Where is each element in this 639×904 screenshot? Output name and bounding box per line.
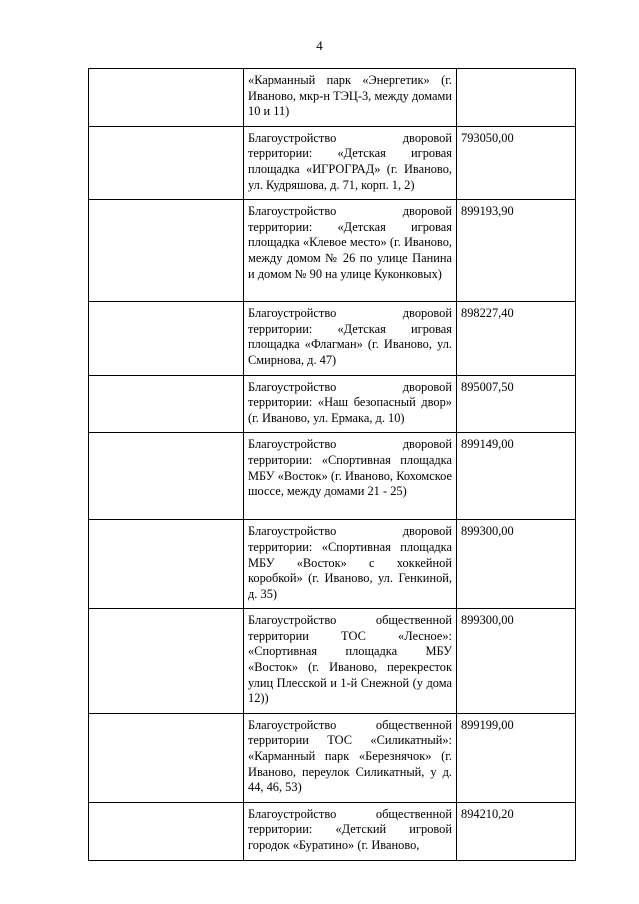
table-cell-description: Благоустройство дворовой территории: «Детская игровая площадка «Клевое место» (г. Иваново, между домом № 26 по улице Панина и домом № 90 на улице Куконковых) [244,200,457,302]
table-cell-amount: 894210,20 [457,802,576,860]
table-cell-description: Благоустройство дворовой территории: «Спортивная площадка МБУ «Восток» с хоккейной коробкой» (г. Иваново, ул. Генкиной, д. 35) [244,520,457,609]
table-cell-description: Благоустройство дворовой территории: «Детская игровая площадка «Флагман» (г. Иваново, ул. Смирнова, д. 47) [244,302,457,375]
table-cell-amount: 899149,00 [457,433,576,520]
table-row [89,609,576,714]
page-number: 4 [316,38,323,53]
table-cell-empty [89,69,244,127]
table-row [89,802,576,860]
table-cell-amount: 793050,00 [457,126,576,199]
table-cell-description: Благоустройство дворовой территории: «Детская игровая площадка «ИГРОГРАД» (г. Иваново, ул. Кудряшова, д. 71, корп. 1, 2) [244,126,457,199]
table-cell-amount: 895007,50 [457,375,576,433]
table-cell-empty [89,200,244,302]
table-cell-description: «Карманный парк «Энергетик» (г. Иваново, мкр-н ТЭЦ-3, между домами 10 и 11) [244,69,457,127]
table-cell-description: Благоустройство дворовой территории: «Спортивная площадка МБУ «Восток» (г. Иваново, Кохомское шоссе, между домами 21 - 25) [244,433,457,520]
table-row [89,302,576,375]
table-row [89,433,576,520]
table-cell-description: Благоустройство общественной территории: «Детский игровой городок «Буратино» (г. Иваново, [244,802,457,860]
table-cell-description: Благоустройство общественной территории ТОС «Силикатный»: «Карманный парк «Березнячок» (г. Иваново, переулок Силикатный, у д. 44, 46, 53) [244,713,457,802]
table-cell-amount: 899193,90 [457,200,576,302]
table-row [89,69,576,127]
table-cell-amount: 899300,00 [457,520,576,609]
table-cell-amount: 899300,00 [457,609,576,714]
table-cell-empty [89,609,244,714]
table-cell-description: Благоустройство дворовой территории: «Наш безопасный двор» (г. Иваново, ул. Ермака, д. 10) [244,375,457,433]
table-row [89,200,576,302]
table-cell-description: Благоустройство общественной территории ТОС «Лесное»: «Спортивная площадка МБУ «Восток» (г. Иваново, перекресток улиц Плесской и 1-й Снежной (у дома 12)) [244,609,457,714]
table-cell-amount: 899199,00 [457,713,576,802]
table-row [89,126,576,199]
table-cell-empty [89,302,244,375]
table-cell-empty [89,520,244,609]
table-row [89,375,576,433]
table-cell-amount [457,69,576,127]
table-cell-empty [89,713,244,802]
table-cell-empty [89,126,244,199]
table-cell-empty [89,802,244,860]
table-row [89,520,576,609]
table-cell-empty [89,375,244,433]
table-cell-amount: 898227,40 [457,302,576,375]
table-cell-empty [89,433,244,520]
projects-table [88,68,576,861]
table-row [89,713,576,802]
